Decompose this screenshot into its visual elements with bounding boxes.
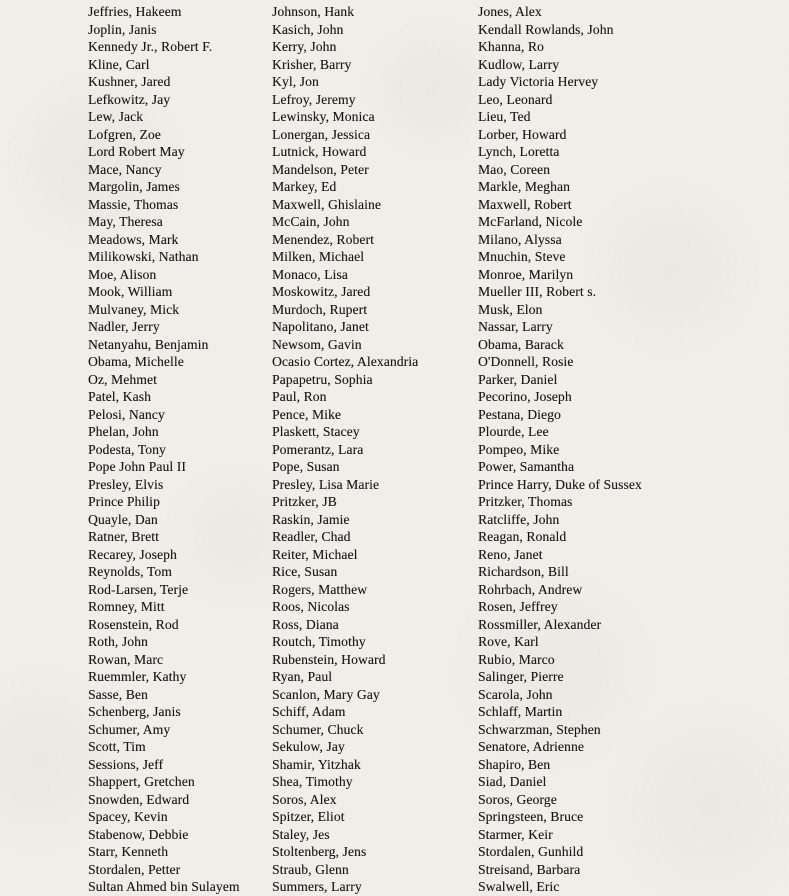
- name-entry: Moe, Alison: [88, 266, 157, 282]
- name-entry: Krisher, Barry: [272, 56, 352, 72]
- name-entry: May, Theresa: [88, 214, 163, 229]
- name-entry: Schiff, Adam: [272, 704, 346, 719]
- name-entry: Soros, George: [478, 791, 557, 807]
- name-entry: Markle, Meghan: [478, 179, 570, 194]
- name-entry: Senatore, Adrienne: [478, 739, 584, 754]
- name-entry: Nadler, Jerry: [88, 319, 160, 334]
- name-entry: Rogers, Matthew: [272, 581, 368, 597]
- name-entry: Papapetru, Sophia: [272, 371, 373, 387]
- name-column-1: [88, 3, 273, 896]
- name-entry: Nassar, Larry: [478, 319, 553, 334]
- name-entry: Stoltenberg, Jens: [272, 844, 367, 859]
- name-entry: Leo, Leonard: [478, 91, 553, 107]
- name-entry: Reynolds, Tom: [88, 564, 172, 579]
- name-entry: Reagan, Ronald: [478, 529, 567, 544]
- name-entry: Mao, Coreen: [478, 161, 551, 177]
- name-entry: Kyl, Jon: [272, 74, 319, 89]
- name-entry: Pope, Susan: [272, 459, 340, 474]
- name-entry: Rosen, Jeffrey: [478, 599, 558, 614]
- name-entry: Kasich, John: [272, 21, 344, 37]
- name-entry: Lord Robert May: [88, 144, 185, 159]
- name-entry: Phelan, John: [88, 424, 159, 439]
- name-entry: Stabenow, Debbie: [88, 826, 189, 842]
- name-entry: Ross, Diana: [272, 616, 339, 632]
- name-entry: Richardson, Bill: [478, 564, 569, 579]
- name-entry: Rohrbach, Andrew: [478, 581, 583, 597]
- name-entry: Pomerantz, Lara: [272, 441, 364, 457]
- name-entry: Pence, Mike: [272, 406, 342, 422]
- name-entry: Moskowitz, Jared: [272, 284, 371, 299]
- name-entry: Ocasio Cortez, Alexandria: [272, 354, 419, 369]
- name-entry: Netanyahu, Benjamin: [88, 336, 209, 352]
- name-entry: Quayle, Dan: [88, 511, 158, 527]
- name-entry: Lynch, Loretta: [478, 144, 560, 159]
- name-entry: McCain, John: [272, 214, 350, 229]
- name-entry: Pritzker, Thomas: [478, 494, 573, 509]
- name-entry: Paul, Ron: [272, 389, 327, 404]
- name-entry: Schumer, Chuck: [272, 721, 364, 737]
- name-entry: Massie, Thomas: [88, 196, 179, 212]
- name-entry: Mace, Nancy: [88, 161, 162, 177]
- name-entry: Meadows, Mark: [88, 231, 179, 247]
- name-entry: Lieu, Ted: [478, 109, 531, 124]
- name-entry: Presley, Elvis: [88, 476, 164, 492]
- name-column-2: [272, 3, 478, 896]
- name-entry: Rice, Susan: [272, 564, 338, 579]
- name-entry: Sessions, Jeff: [88, 756, 164, 772]
- name-entry: Obama, Barack: [478, 336, 564, 352]
- name-entry: Kendall Rowlands, John: [478, 21, 614, 37]
- name-entry: Reno, Janet: [478, 546, 543, 562]
- name-entry: O'Donnell, Rosie: [478, 354, 574, 369]
- name-column-3: [478, 3, 778, 896]
- name-entry: Swalwell, Eric: [478, 879, 560, 894]
- name-entry: Lefkowitz, Jay: [88, 91, 171, 107]
- name-entry: Jeffries, Hakeem: [88, 4, 182, 19]
- name-entry: Summers, Larry: [272, 879, 362, 894]
- name-entry: Lady Victoria Hervey: [478, 74, 599, 89]
- name-entry: Lefroy, Jeremy: [272, 91, 356, 107]
- name-entry: Lonergan, Jessica: [272, 126, 371, 142]
- name-entry: Mnuchin, Steve: [478, 249, 566, 264]
- name-entry: Pelosi, Nancy: [88, 406, 165, 422]
- name-entry: Shamir, Yitzhak: [272, 756, 361, 772]
- name-entry: Stordalen, Petter: [88, 861, 181, 877]
- name-entry: Sekulow, Jay: [272, 739, 345, 754]
- name-entry: Starmer, Keir: [478, 826, 553, 842]
- name-entry: Stordalen, Gunhild: [478, 844, 584, 859]
- name-entry: Pope John Paul II: [88, 459, 186, 474]
- name-entry: Kerry, John: [272, 39, 337, 54]
- name-entry: Prince Harry, Duke of Sussex: [478, 476, 642, 492]
- name-entry: Kudlow, Larry: [478, 56, 560, 72]
- name-entry: Power, Samantha: [478, 459, 575, 474]
- name-entry: Schenberg, Janis: [88, 704, 181, 719]
- name-entry: Schlaff, Martin: [478, 704, 563, 719]
- name-entry: Routch, Timothy: [272, 634, 366, 649]
- name-entry: Roos, Nicolas: [272, 599, 350, 614]
- name-entry: Khanna, Ro: [478, 39, 544, 54]
- name-entry: Shea, Timothy: [272, 774, 353, 789]
- name-entry: Lofgren, Zoe: [88, 126, 161, 142]
- name-entry: Soros, Alex: [272, 791, 337, 807]
- name-entry: Staley, Jes: [272, 826, 330, 842]
- name-entry: Milken, Michael: [272, 249, 365, 264]
- name-entry: Maxwell, Ghislaine: [272, 196, 382, 212]
- name-entry: Spacey, Kevin: [88, 809, 168, 824]
- name-entry: Joplin, Janis: [88, 21, 157, 37]
- name-entry: Pestana, Diego: [478, 406, 561, 422]
- name-entry: Lutnick, Howard: [272, 144, 367, 159]
- name-entry: Mueller III, Robert s.: [478, 284, 597, 299]
- name-entry: Mandelson, Peter: [272, 161, 369, 177]
- name-entry: Shappert, Gretchen: [88, 774, 195, 789]
- name-entry: Plaskett, Stacey: [272, 424, 360, 439]
- name-entry: Podesta, Tony: [88, 441, 166, 457]
- name-entry: Siad, Daniel: [478, 774, 547, 789]
- name-entry: Scott, Tim: [88, 739, 146, 754]
- name-entry: Prince Philip: [88, 494, 160, 509]
- name-entry: Lorber, Howard: [478, 126, 567, 142]
- name-entry: Salinger, Pierre: [478, 669, 564, 684]
- name-entry: Jones, Alex: [478, 4, 542, 19]
- name-entry: Scanlon, Mary Gay: [272, 686, 380, 702]
- name-entry: Monaco, Lisa: [272, 266, 348, 282]
- name-entry: Monroe, Marilyn: [478, 266, 574, 282]
- name-entry: Milano, Alyssa: [478, 231, 562, 247]
- name-entry: Menendez, Robert: [272, 231, 375, 247]
- name-entry: Pritzker, JB: [272, 494, 337, 509]
- name-entry: Rod-Larsen, Terje: [88, 581, 189, 597]
- name-entry: Rove, Karl: [478, 634, 539, 649]
- name-entry: Pompeo, Mike: [478, 441, 560, 457]
- name-entry: Parker, Daniel: [478, 371, 558, 387]
- name-entry: Pecorino, Joseph: [478, 389, 572, 404]
- name-entry: Shapiro, Ben: [478, 756, 551, 772]
- name-entry: Johnson, Hank: [272, 4, 355, 19]
- name-entry: Recarey, Joseph: [88, 546, 177, 562]
- name-entry: Rossmiller, Alexander: [478, 616, 602, 632]
- name-entry: Oz, Mehmet: [88, 371, 157, 387]
- name-entry: Scarola, John: [478, 686, 553, 702]
- name-entry: Raskin, Jamie: [272, 511, 350, 527]
- name-entry: Ratner, Brett: [88, 529, 159, 544]
- name-entry: Ryan, Paul: [272, 669, 333, 684]
- name-entry: Romney, Mitt: [88, 599, 165, 614]
- name-entry: Patel, Kash: [88, 389, 152, 404]
- name-entry: Plourde, Lee: [478, 424, 549, 439]
- name-entry: Kline, Carl: [88, 56, 150, 72]
- name-entry: Streisand, Barbara: [478, 861, 581, 877]
- name-entry: Lewinsky, Monica: [272, 109, 375, 124]
- name-entry: Schumer, Amy: [88, 721, 171, 737]
- name-entry: Margolin, James: [88, 179, 180, 194]
- name-entry: Snowden, Edward: [88, 791, 190, 807]
- name-entry: Straub, Glenn: [272, 861, 349, 877]
- name-entry: Kennedy Jr., Robert F.: [88, 39, 213, 54]
- name-entry: Obama, Michelle: [88, 354, 184, 369]
- name-entry: Spitzer, Eliot: [272, 809, 345, 824]
- name-entry: Markey, Ed: [272, 179, 337, 194]
- name-entry: Lew, Jack: [88, 109, 144, 124]
- name-entry: Rubio, Marco: [478, 651, 555, 667]
- name-entry: Sasse, Ben: [88, 686, 148, 702]
- name-entry: Mook, William: [88, 284, 173, 299]
- name-entry: Roth, John: [88, 634, 148, 649]
- name-entry: Newsom, Gavin: [272, 336, 362, 352]
- name-entry: Milikowski, Nathan: [88, 249, 199, 264]
- name-entry: Sultan Ahmed bin Sulayem: [88, 879, 240, 894]
- name-entry: Napolitano, Janet: [272, 319, 369, 334]
- name-entry: Presley, Lisa Marie: [272, 476, 380, 492]
- name-entry: Ruemmler, Kathy: [88, 669, 187, 684]
- name-entry: Readler, Chad: [272, 529, 351, 544]
- name-entry: Rowan, Marc: [88, 651, 164, 667]
- name-entry: Murdoch, Rupert: [272, 301, 368, 317]
- name-entry: Rubenstein, Howard: [272, 651, 386, 667]
- name-entry: Reiter, Michael: [272, 546, 358, 562]
- name-entry: Springsteen, Bruce: [478, 809, 584, 824]
- name-entry: Maxwell, Robert: [478, 196, 572, 212]
- name-entry: Starr, Kenneth: [88, 844, 169, 859]
- name-entry: Kushner, Jared: [88, 74, 171, 89]
- name-entry: Musk, Elon: [478, 301, 543, 317]
- name-entry: Schwarzman, Stephen: [478, 721, 601, 737]
- name-entry: Mulvaney, Mick: [88, 301, 180, 317]
- name-entry: McFarland, Nicole: [478, 214, 583, 229]
- name-entry: Rosenstein, Rod: [88, 616, 179, 632]
- name-entry: Ratcliffe, John: [478, 511, 560, 527]
